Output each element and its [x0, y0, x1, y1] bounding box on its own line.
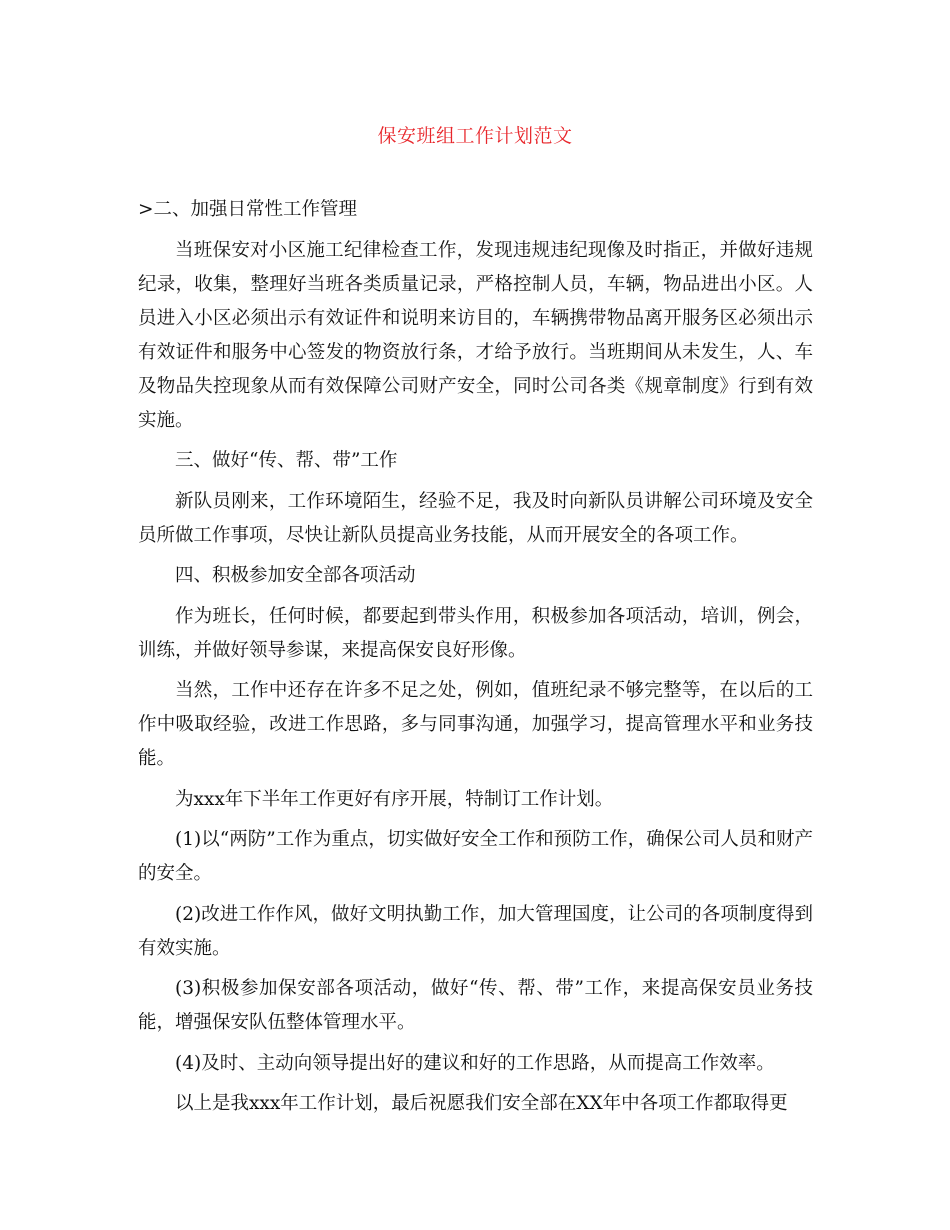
- section-heading-2: >二、加强日常性工作管理: [138, 199, 358, 220]
- document-title: 保安班组工作计划范文: [377, 125, 573, 147]
- paragraph-shortcomings: 当然，工作中还存在许多不足之处，例如，值班纪录不够完整等，在以后的工作中吸取经验，改进工作思路，多与同事沟通，加强学习，提高管理水平和业务技能。: [138, 680, 813, 769]
- plan-item-1: (1)以“两防”工作为重点，切实做好安全工作和预防工作，确保公司人员和财产的安全。: [138, 829, 813, 884]
- section-heading-4: 四、积极参加安全部各项活动: [175, 565, 416, 586]
- paragraph-mentoring: 新队员刚来，工作环境陌生，经验不足，我及时向新队员讲解公司环境及安全员所做工作事项，尽快让新队员提高业务技能，从而开展安全的各项工作。: [138, 490, 813, 546]
- plan-item-4: (4)及时、主动向领导提出好的建议和好的工作思路，从而提高工作效率。: [175, 1052, 775, 1074]
- section-heading-3: 三、做好“传、帮、带”工作: [175, 450, 398, 471]
- plan-item-2: (2)改进工作作风，做好文明执勤工作，加大管理国度，让公司的各项制度得到有效实施。: [138, 903, 813, 959]
- document-body: [138, 193, 813, 1128]
- paragraph-plan-intro: 为xxx年下半年工作更好有序开展，特制订工作计划。: [175, 788, 614, 810]
- paragraph-activities: 作为班长，任何时候，都要起到带头作用，积极参加各项活动，培训，例会，训练，并做好领导参谋，来提高保安良好形像。: [138, 605, 813, 661]
- plan-item-3: (3)积极参加保安部各项活动，做好“传、帮、带”工作，来提高保安员业务技能，增强保安队伍整体管理水平。: [138, 978, 813, 1033]
- paragraph-closing: 以上是我xxx年工作计划，最后祝愿我们安全部在XX年中各项工作都取得更: [175, 1093, 788, 1114]
- paragraph-daily-management: 当班保安对小区施工纪律检查工作，发现违规违纪现像及时指正，并做好违规纪录，收集，整理好当班各类质量记录，严格控制人员，车辆，物品进出小区。人员进入小区必须出示有效证件和说明来访目的，车辆携带物品离开服务区必须出示有效证件和服务中心签发的物资放行条，才给予放行。当班期间从未发生，人、车及物品失控现象从而有效保障公司财产安全，同时公司各类《规章制度》行到有效实施。: [138, 239, 813, 431]
